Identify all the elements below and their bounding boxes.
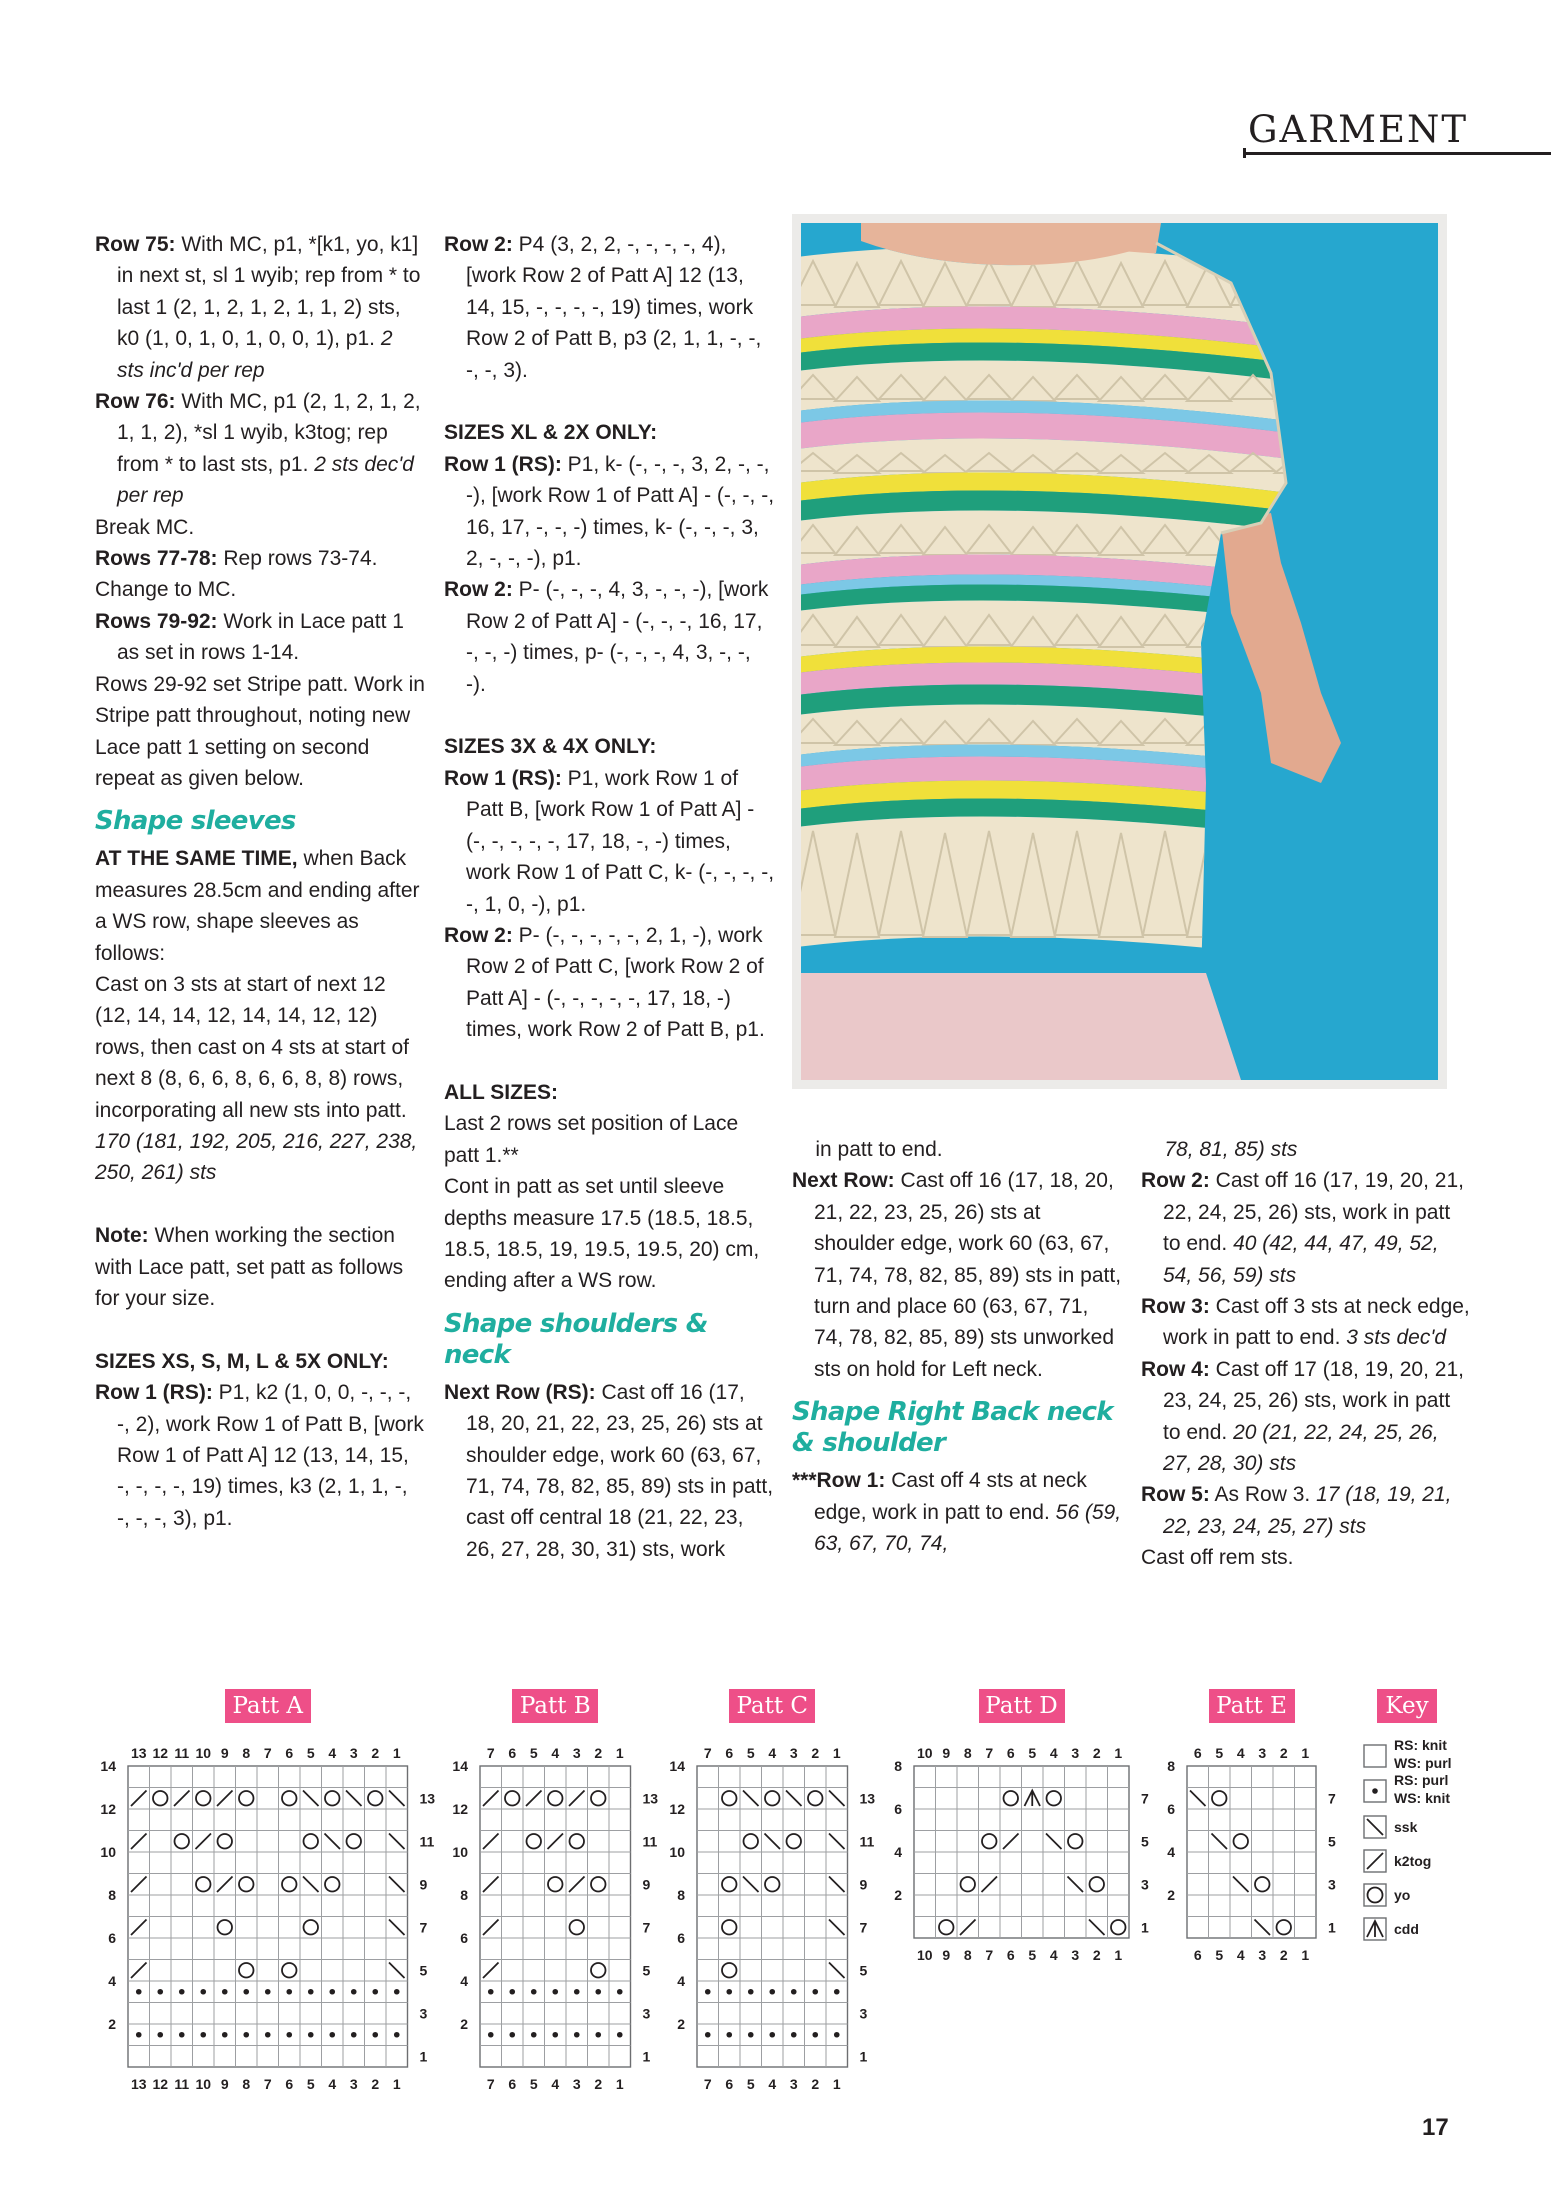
purl-symbol bbox=[726, 2032, 732, 2038]
chart-column-label: 10 bbox=[916, 1947, 933, 1963]
purl-symbol bbox=[705, 2032, 711, 2038]
chart-row-label: 7 bbox=[1141, 1790, 1149, 1807]
purl-symbol bbox=[243, 1989, 249, 1995]
chart-title: Patt D bbox=[979, 1689, 1065, 1723]
chart-row-label: 3 bbox=[1141, 1876, 1149, 1893]
row-label: Row 5: bbox=[1141, 1483, 1210, 1507]
chart-column-label: 1 bbox=[1114, 1947, 1123, 1963]
row-label: Note: bbox=[95, 1224, 149, 1248]
chart-column-label: 2 bbox=[594, 1745, 603, 1761]
chart-column-label: 7 bbox=[486, 1745, 495, 1761]
chart-column-label: 4 bbox=[768, 1745, 777, 1761]
purl-symbol bbox=[308, 1989, 314, 1995]
chart-column-label: 3 bbox=[1071, 1745, 1080, 1761]
chart-column-label: 9 bbox=[220, 1745, 229, 1761]
chart-column-label: 6 bbox=[285, 1745, 294, 1761]
chart-column-label: 2 bbox=[1092, 1745, 1101, 1761]
chart-column-label: 6 bbox=[1193, 1947, 1202, 1963]
instruction-text: Break MC. bbox=[95, 515, 195, 539]
chart-title: Patt A bbox=[225, 1689, 311, 1723]
chart-column-label: 6 bbox=[725, 2076, 734, 2092]
chart-column-label: 4 bbox=[551, 2076, 560, 2092]
chart-title: Patt C bbox=[729, 1689, 815, 1723]
instruction-text: when Back measures 28.5cm and ending after a WS row, shape sleeves as follows: bbox=[95, 847, 420, 965]
chart-column-label: 5 bbox=[1215, 1947, 1224, 1963]
purl-symbol bbox=[509, 2032, 515, 2038]
stitch-count: 170 (181, 192, 205, 216, 227, 238, 250, 261) sts bbox=[95, 1129, 418, 1185]
chart-row-label: 5 bbox=[1141, 1833, 1149, 1850]
purl-symbol bbox=[812, 2032, 818, 2038]
row-label: AT THE SAME TIME, bbox=[95, 847, 298, 871]
chart-row-label: 2 bbox=[108, 2016, 116, 2032]
chart-column-label: 9 bbox=[942, 1947, 951, 1963]
row-label: Row 75: bbox=[95, 233, 176, 256]
key-label: RS: purl bbox=[1394, 1772, 1449, 1788]
chart-column-label: 13 bbox=[130, 1745, 147, 1761]
chart-column-label: 3 bbox=[572, 2076, 581, 2092]
chart-column-label: 6 bbox=[1006, 1947, 1015, 1963]
purl-symbol bbox=[222, 2032, 228, 2038]
purl-symbol bbox=[574, 1989, 580, 1995]
chart-column-label: 7 bbox=[985, 1745, 994, 1761]
chart-row-label: 8 bbox=[1167, 1758, 1175, 1774]
chart-column-label: 10 bbox=[916, 1745, 933, 1761]
purl-symbol bbox=[531, 2032, 537, 2038]
chart-row-label: 8 bbox=[894, 1758, 902, 1774]
chart-row-label: 5 bbox=[1328, 1833, 1336, 1850]
instruction-text: With MC, p1, *[k1, yo, k1] in next st, sl 1 wyib; rep from * to last 1 (2, 1, 2, 1, 2, 1, 1, 2) sts, k0 (1, 0, 1, 0, 1, 0, 0, 1), p1. bbox=[117, 233, 421, 351]
chart-row-label: 1 bbox=[419, 2048, 428, 2065]
chart-row-label: 10 bbox=[669, 1844, 685, 1860]
key-label: cdd bbox=[1394, 1921, 1419, 1937]
instruction-text: Cast off 16 (17, 18, 20, 21, 22, 23, 25, 26) sts at shoulder edge, work 60 (63, 67, 71, 74, 78, 82, 85, 89) sts in patt, turn and place 60 (63, 67, 71, 74, 78, 82, 85, 89) sts unworked sts on hold for Left neck. bbox=[814, 1169, 1122, 1381]
chart-column-label: 7 bbox=[486, 2076, 495, 2092]
chart-row-label: 10 bbox=[100, 1844, 116, 1860]
chart-column-label: 5 bbox=[746, 1745, 755, 1761]
key-label: ssk bbox=[1394, 1819, 1418, 1835]
chart-column-label: 4 bbox=[1236, 1745, 1245, 1761]
instruction-text: Rows 29-92 set Stripe patt. Work in Stripe patt throughout, noting new Lace patt 1 setting on second repeat as given below. bbox=[95, 672, 425, 790]
key-title: Key bbox=[1377, 1689, 1437, 1723]
purl-symbol bbox=[372, 2032, 378, 2038]
chart-row-label: 2 bbox=[677, 2016, 685, 2032]
chart-row-label: 11 bbox=[419, 1833, 435, 1850]
stitch-count: 56 (59, 63, 67, 70, 74, bbox=[814, 1500, 1122, 1556]
section-heading: Shape Right Back neck & shoulder bbox=[792, 1397, 1113, 1459]
row-label: SIZES 3X & 4X ONLY: bbox=[444, 735, 657, 759]
instruction-text: Change to MC. bbox=[95, 578, 237, 602]
chart-column-label: 2 bbox=[371, 2076, 380, 2092]
purl-symbol bbox=[748, 1989, 754, 1995]
chart-column-label: 9 bbox=[220, 2076, 229, 2092]
chart-column-label: 5 bbox=[306, 2076, 315, 2092]
chart-column-label: 5 bbox=[1215, 1745, 1224, 1761]
chart-column-label: 3 bbox=[349, 2076, 358, 2092]
purl-symbol bbox=[286, 1989, 292, 1995]
chart-row-label: 1 bbox=[859, 2048, 868, 2065]
chart-column-label: 5 bbox=[306, 1745, 315, 1761]
purl-symbol bbox=[552, 2032, 558, 2038]
row-label: Next Row: bbox=[792, 1169, 895, 1193]
chart-row-label: 6 bbox=[460, 1930, 468, 1946]
purl-symbol bbox=[351, 2032, 357, 2038]
instruction-text: Cast off 16 (17, 18, 20, 21, 22, 23, 25, 26) sts at shoulder edge, work 60 (63, 67, 71, 74, 78, 82, 85, 89) sts in patt, cast off central 18 (21, 22, 23, 26, 27, 28, 30, 31) sts, work bbox=[466, 1380, 774, 1561]
chart-row-label: 6 bbox=[1167, 1801, 1175, 1817]
chart-row-label: 2 bbox=[894, 1887, 902, 1903]
chart-column-label: 6 bbox=[1006, 1745, 1015, 1761]
purl-symbol bbox=[157, 2032, 163, 2038]
chart-title: Patt B bbox=[512, 1689, 598, 1723]
chart-column-label: 8 bbox=[963, 1947, 972, 1963]
chart-row-label: 14 bbox=[100, 1758, 116, 1774]
key-label: RS: knit bbox=[1394, 1737, 1447, 1753]
row-label: Row 1 (RS): bbox=[444, 766, 562, 790]
purl-symbol bbox=[552, 1989, 558, 1995]
purl-symbol bbox=[1372, 1788, 1378, 1794]
instruction-text: P1, work Row 1 of Patt B, [work Row 1 of Patt A] - (-, -, -, -, -, 17, 18, -, -) times, work Row 1 of Patt C, k- (-, -, -, -, -, 1, 0, -), p1. bbox=[466, 766, 775, 916]
chart-row-label: 12 bbox=[100, 1801, 116, 1817]
section-heading: Shape shoulders & neck bbox=[444, 1308, 708, 1370]
purl-symbol bbox=[574, 2032, 580, 2038]
row-label: Rows 79-92: bbox=[95, 609, 218, 633]
chart-row-label: 9 bbox=[642, 1876, 651, 1893]
chart-column-label: 5 bbox=[746, 2076, 755, 2092]
chart-column-label: 3 bbox=[572, 1745, 581, 1761]
key-swatch bbox=[1364, 1745, 1386, 1767]
instruction-text: Cast off 4 sts at neck edge, work in patt to end. bbox=[814, 1469, 1087, 1524]
row-label: SIZES XS, S, M, L & 5X ONLY: bbox=[95, 1349, 389, 1373]
chart-column-label: 1 bbox=[1301, 1947, 1310, 1963]
chart-column-label: 3 bbox=[349, 1745, 358, 1761]
instruction-text: P1, k- (-, -, -, 3, 2, -, -, -), [work Row 1 of Patt A] - (-, -, -, 16, 17, -, -, -) times, k- (-, -, -, 3, 2, -, -, -), p1. bbox=[466, 452, 775, 571]
purl-symbol bbox=[595, 1989, 601, 1995]
row-label: Row 2: bbox=[444, 578, 513, 602]
chart-column-label: 4 bbox=[1049, 1947, 1058, 1963]
chart-row-label: 3 bbox=[419, 2005, 428, 2022]
chart-row-label: 6 bbox=[677, 1930, 685, 1946]
row-label: Rows 77-78: bbox=[95, 547, 218, 571]
chart-row-label: 4 bbox=[1167, 1844, 1175, 1860]
chart-column-label: 4 bbox=[1236, 1947, 1245, 1963]
chart-row-label: 8 bbox=[460, 1887, 468, 1903]
chart-column-label: 11 bbox=[174, 2076, 190, 2092]
purl-symbol bbox=[200, 2032, 206, 2038]
chart-column-label: 2 bbox=[371, 1745, 380, 1761]
chart-column-label: 7 bbox=[985, 1947, 994, 1963]
purl-symbol bbox=[812, 1989, 818, 1995]
instruction-text: Cast off rem sts. bbox=[1141, 1546, 1294, 1570]
instruction-text: P1, k2 (1, 0, 0, -, -, -, -, 2), work Row 1 of Patt B, [work Row 1 of Patt A] 12 (13, 14, 15, -, -, -, -, 19) times, k3 (2, 1, 1, -, -, -, -, 3), p1. bbox=[117, 1381, 424, 1530]
chart-row-label: 7 bbox=[642, 1919, 651, 1936]
instruction-text: Cast on 3 sts at start of next 12 (12, 14, 14, 12, 14, 14, 12, 12) rows, then cast on 4 sts at start of next 8 (8, 6, 6, 8, 6, 6, 8, 8) rows, incorporating all new sts into patt. bbox=[95, 972, 409, 1122]
chart-column-label: 6 bbox=[508, 2076, 517, 2092]
chart-column-label: 6 bbox=[725, 1745, 734, 1761]
chart-column-label: 2 bbox=[811, 2076, 820, 2092]
chart-column-label: 4 bbox=[328, 2076, 337, 2092]
chart-column-label: 1 bbox=[392, 1745, 401, 1761]
chart-row-label: 12 bbox=[452, 1801, 468, 1817]
chart-row-label: 3 bbox=[859, 2005, 868, 2022]
chart-column-label: 1 bbox=[1114, 1745, 1123, 1761]
chart-row-label: 7 bbox=[1328, 1790, 1336, 1807]
chart-row-label: 2 bbox=[1167, 1887, 1175, 1903]
purl-symbol bbox=[705, 1989, 711, 1995]
purl-symbol bbox=[769, 1989, 775, 1995]
row-label: Row 2: bbox=[1141, 1169, 1210, 1193]
chart-column-label: 1 bbox=[1301, 1745, 1310, 1761]
purl-symbol bbox=[748, 2032, 754, 2038]
chart-column-label: 12 bbox=[152, 2076, 169, 2092]
instruction-text: Cast off 16 (17, 19, 20, 21, 22, 24, 25, 26) sts, work in patt to end. bbox=[1163, 1169, 1464, 1256]
chart-title: Patt E bbox=[1209, 1689, 1295, 1723]
purl-symbol bbox=[136, 1989, 142, 1995]
chart-column-label: 1 bbox=[615, 2076, 624, 2092]
stitch-count: 40 (42, 44, 47, 49, 52, 54, 56, 59) sts bbox=[1163, 1232, 1439, 1287]
chart-column-label: 6 bbox=[1193, 1745, 1202, 1761]
purl-symbol bbox=[222, 1989, 228, 1995]
instruction-text: Rep rows 73-74. bbox=[217, 547, 378, 571]
chart-column-label: 3 bbox=[1258, 1947, 1267, 1963]
chart-column-label: 5 bbox=[529, 1745, 538, 1761]
instruction-text: P- (-, -, -, -, -, 2, 1, -), work Row 2 of Patt C, [work Row 2 of Patt A] - (-, -, -, -, -, 17, 18, -) times, work Row 2 of Patt B, p1. bbox=[466, 923, 765, 1042]
chart-column-label: 7 bbox=[263, 1745, 272, 1761]
chart-row-label: 5 bbox=[859, 1962, 868, 1979]
chart-column-label: 6 bbox=[508, 1745, 517, 1761]
chart-row-label: 10 bbox=[452, 1844, 468, 1860]
chart-column-label: 9 bbox=[942, 1745, 951, 1761]
purl-symbol bbox=[769, 2032, 775, 2038]
chart-row-label: 7 bbox=[419, 1919, 428, 1936]
chart-column-label: 7 bbox=[263, 2076, 272, 2092]
purl-symbol bbox=[834, 1989, 840, 1995]
chart-row-label: 13 bbox=[642, 1790, 659, 1807]
chart-column-label: 2 bbox=[1279, 1745, 1288, 1761]
stitch-count: 17 (18, 19, 21, 22, 23, 24, 25, 27) sts bbox=[1163, 1483, 1452, 1538]
chart-column-label: 5 bbox=[529, 2076, 538, 2092]
purl-symbol bbox=[179, 1989, 185, 1995]
instruction-text: Work in Lace patt 1 as set in rows 1-14. bbox=[117, 609, 404, 665]
chart-row-label: 5 bbox=[419, 1962, 428, 1979]
chart-row-label: 9 bbox=[859, 1876, 868, 1893]
purl-symbol bbox=[617, 2032, 623, 2038]
chart-column-label: 2 bbox=[811, 1745, 820, 1761]
chart-row-label: 7 bbox=[859, 1919, 868, 1936]
chart-column-label: 1 bbox=[615, 1745, 624, 1761]
row-label: ALL SIZES: bbox=[444, 1080, 558, 1104]
chart-column-label: 7 bbox=[703, 1745, 712, 1761]
purl-symbol bbox=[372, 1989, 378, 1995]
page-number: 17 bbox=[1422, 2114, 1449, 2141]
purl-symbol bbox=[488, 2032, 494, 2038]
key-label: WS: purl bbox=[1394, 1755, 1452, 1771]
chart-row-label: 4 bbox=[894, 1844, 902, 1860]
purl-symbol bbox=[265, 1989, 271, 1995]
chart-column-label: 4 bbox=[768, 2076, 777, 2092]
chart-column-label: 12 bbox=[152, 1745, 169, 1761]
chart-column-label: 10 bbox=[195, 2076, 212, 2092]
chart-column-label: 3 bbox=[1258, 1745, 1267, 1761]
chart-column-label: 3 bbox=[1071, 1947, 1080, 1963]
stitch-count: 2 sts dec'd per rep bbox=[117, 452, 414, 508]
instruction-text: As Row 3. bbox=[1209, 1483, 1317, 1507]
chart-column-label: 8 bbox=[963, 1745, 972, 1761]
purl-symbol bbox=[351, 1989, 357, 1995]
purl-symbol bbox=[286, 2032, 292, 2038]
purl-symbol bbox=[308, 2032, 314, 2038]
chart-row-label: 1 bbox=[642, 2048, 651, 2065]
stitch-count: 20 (21, 22, 24, 25, 26, 27, 28, 30) sts bbox=[1163, 1420, 1439, 1476]
purl-symbol bbox=[791, 2032, 797, 2038]
key-label: WS: knit bbox=[1394, 1790, 1450, 1806]
chart-column-label: 3 bbox=[789, 1745, 798, 1761]
purl-symbol bbox=[595, 2032, 601, 2038]
purl-symbol bbox=[394, 2032, 400, 2038]
row-label: Row 2: bbox=[444, 923, 513, 947]
chart-column-label: 4 bbox=[551, 1745, 560, 1761]
chart-column-label: 2 bbox=[594, 2076, 603, 2092]
chart-row-label: 8 bbox=[677, 1887, 685, 1903]
chart-column-label: 10 bbox=[195, 1745, 212, 1761]
purl-symbol bbox=[243, 2032, 249, 2038]
chart-row-label: 4 bbox=[108, 1973, 116, 1989]
purl-symbol bbox=[394, 1989, 400, 1995]
row-label: Row 76: bbox=[95, 390, 176, 414]
section-label: GARMENT bbox=[1248, 108, 1469, 151]
chart-row-label: 6 bbox=[894, 1801, 902, 1817]
instruction-text: Last 2 rows set position of Lace patt 1.** bbox=[444, 1112, 739, 1167]
stitch-count: 3 sts dec'd bbox=[1346, 1326, 1447, 1350]
chart-row-label: 13 bbox=[419, 1790, 436, 1807]
instruction-text: Cont in patt as set until sleeve depths measure 17.5 (18.5, 18.5, 18.5, 18.5, 19, 19.5, 19.5, 20) cm, ending after a WS row. bbox=[444, 1175, 760, 1293]
purl-symbol bbox=[488, 1989, 494, 1995]
chart-row-label: 4 bbox=[677, 1973, 685, 1989]
instruction-text: P4 (3, 2, 2, -, -, -, -, 4), [work Row 2 of Patt A] 12 (13, 14, 15, -, -, -, -, 19) times, work Row 2 of Patt B, p3 (2, 1, 1, -, -, -, -, 3). bbox=[466, 233, 762, 382]
purl-symbol bbox=[265, 2032, 271, 2038]
row-label: Row 2: bbox=[444, 233, 513, 256]
row-label: SIZES XL & 2X ONLY: bbox=[444, 421, 658, 445]
chart-column-label: 4 bbox=[328, 1745, 337, 1761]
chart-row-label: 9 bbox=[419, 1876, 428, 1893]
chart-column-label: 5 bbox=[1028, 1745, 1037, 1761]
row-label: Row 4: bbox=[1141, 1357, 1210, 1381]
row-label: Row 1 (RS): bbox=[95, 1381, 213, 1405]
purl-symbol bbox=[136, 2032, 142, 2038]
chart-row-label: 11 bbox=[642, 1833, 658, 1850]
chart-column-label: 2 bbox=[1279, 1947, 1288, 1963]
key-label: yo bbox=[1394, 1887, 1411, 1903]
instruction-text: P- (-, -, -, 4, 3, -, -, -), [work Row 2 of Patt A] - (-, -, -, 16, 17, -, -, -) times, p- (-, -, -, 4, 3, -, -, -). bbox=[466, 578, 769, 696]
chart-row-label: 1 bbox=[1328, 1919, 1336, 1936]
row-label: Row 1 (RS): bbox=[444, 452, 562, 476]
chart-row-label: 6 bbox=[108, 1930, 116, 1946]
instruction-text: Cast off 17 (18, 19, 20, 21, 23, 24, 25, 26) sts, work in patt to end. bbox=[1163, 1357, 1464, 1444]
instruction-text: With MC, p1 (2, 1, 2, 1, 2, 1, 1, 2), *sl 1 wyib, k3tog; rep from * to last sts, p1. bbox=[117, 390, 421, 476]
purl-symbol bbox=[834, 2032, 840, 2038]
purl-symbol bbox=[157, 1989, 163, 1995]
chart-column-label: 11 bbox=[174, 1745, 190, 1761]
purl-symbol bbox=[179, 2032, 185, 2038]
chart-column-label: 8 bbox=[242, 2076, 251, 2092]
row-label: ***Row 1: bbox=[792, 1469, 886, 1493]
chart-column-label: 1 bbox=[832, 1745, 841, 1761]
chart-column-label: 8 bbox=[242, 1745, 251, 1761]
chart-row-label: 3 bbox=[1328, 1876, 1336, 1893]
chart-column-label: 1 bbox=[392, 2076, 401, 2092]
purl-symbol bbox=[617, 1989, 623, 1995]
chart-row-label: 14 bbox=[452, 1758, 468, 1774]
purl-symbol bbox=[329, 1989, 335, 1995]
chart-row-label: 14 bbox=[669, 1758, 685, 1774]
chart-column-label: 6 bbox=[285, 2076, 294, 2092]
chart-row-label: 4 bbox=[460, 1973, 468, 1989]
purl-symbol bbox=[509, 1989, 515, 1995]
chart-row-label: 1 bbox=[1141, 1919, 1149, 1936]
chart-row-label: 11 bbox=[859, 1833, 875, 1850]
row-label: Row 3: bbox=[1141, 1295, 1210, 1319]
chart-column-label: 1 bbox=[832, 2076, 841, 2092]
chart-column-label: 13 bbox=[130, 2076, 147, 2092]
chart-row-label: 12 bbox=[669, 1801, 685, 1817]
chart-row-label: 8 bbox=[108, 1887, 116, 1903]
chart-column-label: 3 bbox=[789, 2076, 798, 2092]
purl-symbol bbox=[531, 1989, 537, 1995]
purl-symbol bbox=[791, 1989, 797, 1995]
instruction-text: in patt to end. bbox=[792, 1138, 943, 1161]
chart-row-label: 2 bbox=[460, 2016, 468, 2032]
chart-column-label: 5 bbox=[1028, 1947, 1037, 1963]
section-heading: Shape sleeves bbox=[95, 806, 296, 837]
chart-column-label: 7 bbox=[703, 2076, 712, 2092]
chart-row-label: 13 bbox=[859, 1790, 876, 1807]
chart-row-label: 3 bbox=[642, 2005, 651, 2022]
key-label: k2tog bbox=[1394, 1853, 1432, 1869]
purl-symbol bbox=[329, 2032, 335, 2038]
purl-symbol bbox=[200, 1989, 206, 1995]
row-label: Next Row (RS): bbox=[444, 1380, 596, 1404]
chart-column-label: 4 bbox=[1049, 1745, 1058, 1761]
stitch-count: 78, 81, 85) sts bbox=[1164, 1138, 1298, 1161]
stitch-count: 2 sts inc'd per rep bbox=[117, 327, 393, 382]
instruction-text: When working the section with Lace patt, set patt as follows for your size. bbox=[95, 1224, 404, 1310]
instruction-text: Cast off 3 sts at neck edge, work in patt to end. bbox=[1163, 1295, 1470, 1350]
purl-symbol bbox=[726, 1989, 732, 1995]
chart-column-label: 2 bbox=[1092, 1947, 1101, 1963]
chart-row-label: 5 bbox=[642, 1962, 651, 1979]
